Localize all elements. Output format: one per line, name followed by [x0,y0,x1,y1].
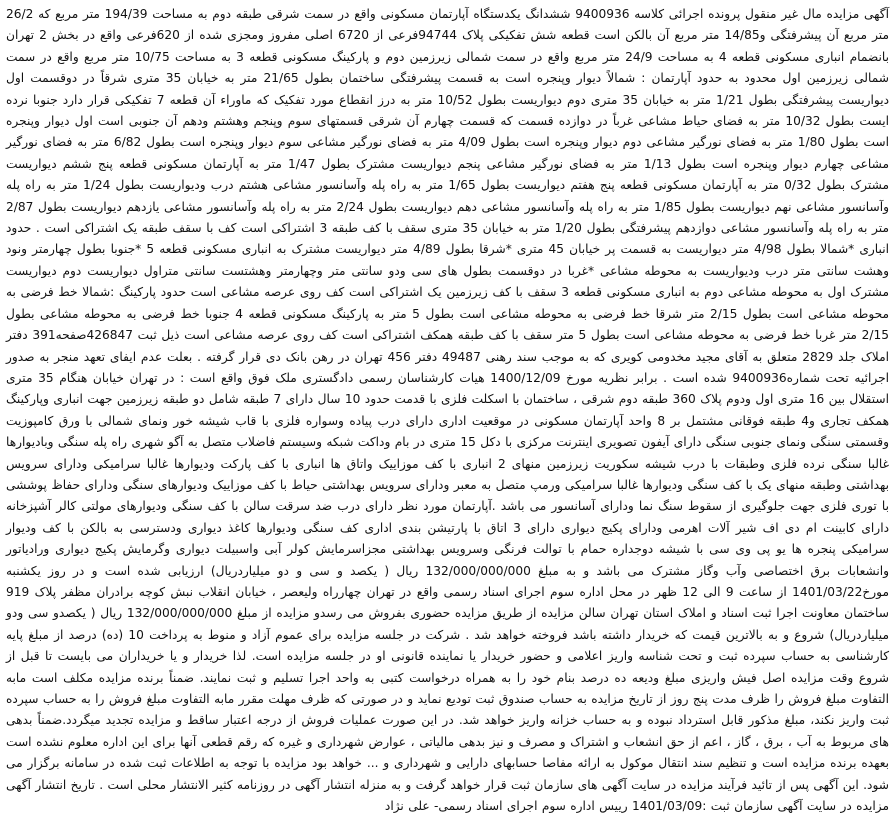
auction-notice-body: آگهی مزایده مال غیر منقول پرونده اجرائی کلاسه 9400936 ششدانگ یکدستگاه آپارتمان مسکونی واقع در سمت شرقی طبقه دوم به مساحت 194/39 متر مربع که 26/2 متر مربع آن پیشرفتگی و14/85 متر مربع آن بالکن است قطعه شش تفکیکی پلاک 94744فرعی از 6720 اصلی مفروز ومجزی شده از 620فرعی واقع در بخش 2 تهران بانضمام انباری مسکونی قطعه 4 به مساحت 24/9 متر مربع واقع در سمت شمالی زیرزمین دوم و پارکینگ مسکونی قطعه 3 به مساحت 10/75 متر مربع واقع در سمت شمالی زیرزمین اول محدود به حدود آپارتمان : شمالاً دیوار وپنجره است به قسمت پیشرفتگی ساختمان بطول 21/65 متر به خیابان 35 متری شرقاً در دوقسمت اول دیواریست پیشرفتگی بطول 1/21 متر به خیابان 35 متری دوم دیواریست بطول 10/52 متر به درز انقطاع مورد تفکیک که ماوراء آن قطعه 7 تفکیکی قرار دارد جنوبا نرده ایست بطول 10/32 متر به فضای حیاط مشاعی غرباً در دوازده قسمت که قسمت چهارم آن شرقی قسمتهای سوم وپنجم وهشتم ودهم آن جنوبی است اول دیوار وپنجره است بطول 1/80 متر به فضای نورگیر مشاعی دوم دیوار وپنجره است بطول 4/09 متر به فضای نورگیر مشاعی سوم دیوار وپنجره است بطول 6/82 متر به فضای نورگیر مشاعی چهارم دیوار وپنجره است بطول 1/13 متر به فضای نورگیر مشاعی پنجم دیواریست مشترک بطول 1/47 متر به آپارتمان مسکونی قطعه پنج ششم دیواریست مشترک بطول 0/32 متر به آپارتمان مسکونی قطعه پنج هفتم دیواریست بطول 1/65 متر به راه پله وآسانسور مشاعی هشتم درب ودیواریست بطول 1/24 متر به راه پله وآسانسور مشاعی نهم دیواریست بطول 1/85 متر به راه پله وآسانسور مشاعی دهم دیواریست بطول 2/24 متر به راه پله وآسانسور مشاعی یازدهم دیواریست بطول 2/87 متر به راه پله وآسانسور مشاعی دوازدهم پیشرفتگی بطول 1/20 متر به خیابان 35 متری سقف با کف طبقه 3 اشتراکی است کف با سقف طبقه یک اشتراکی است . حدود انباری *شمالا بطول 4/98 متر دیواریست به قسمت پر خیابان 45 متری *شرقا بطول 4/89 متر دیواریست مشترک به انباری مسکونی قطعه 5 *جنوبا بطول چهارمتر ونود وهشت سانتی متر درب ودیواریست به محوطه مشاعی *غربا در دوقسمت بطول های سی ودو سانتی متر وچهارمتر وهشتست سانتی متراول دیواریست دوم دیواریست مشترک اول به محوطه مشاعی دوم به انباری مسکونی قطعه 3 سقف با کف زیرزمین یک اشتراکی است کف روی عرصه مشاعی است حدود پارکینگ :شمالا خط فرضی به محوطه مشاعی است بطول 2/15 متر شرقا خط فرضی به محوطه مشاعی است بطول 5 متر به پارکینگ مسکونی قطعه 4 جنوبا خط فرضی به محوطه مشاعی بطول 2/15 متر غربا خط فرضی به محوطه مشاعی است بطول 5 متر سقف با کف طبقه همکف اشتراکی است کف روی عرصه مشاعی است ذیل ثبت 426847صفحه391 دفتر املاک جلد 2829 متعلق به آقای مجید مخدومی کویری که به موجب سند رهنی 49487 دفتر 456 تهران در رهن بانک دی قرار گرفته . بعلت عدم ایفای تعهد منجر به صدور اجرائیه تحت شماره9400936 شده است . برابر نظریه مورخ 1400/12/09 هیات کارشناسان رسمی دادگستری ملک فوق واقع است : در تهران خیابان هنگام 35 متری استقلال بین 16 متری اول ودوم پلاک 360 طبقه دوم شرقی ، ساختمان با اسکلت فلزی با قدمت حدود 10 سال دارای 7 طبقه شامل دو طبقه زیرزمین جهت انباری وپارکینگ همکف تجاری و4 طبقه فوقانی مشتمل بر 8 واحد آپارتمان مسکونی در موقعیت اداری دارای درب پیاده وسواره فلزی با قاب شیشه خور ونمای شمالی با ورق کامپوزیت وقسمتی سنگی ونمای جنوبی سنگی دارای آیفون تصویری اینترنت مرکزی با دکل 15 متری در بام وداکت شبکه وسیستم فاضلاب متصل به آگو شهری راه پله سنگی وبادیوارها غالبا سنگی نرده فلزی وطبقات با درب شیشه سکوریت زیرزمین منهای 2 انباری با کف موزاییک واتاق ها انباری با کف پارکت ودیوارها غالبا سرامیکی ودارای سرویس بهداشتی وطبقه منهای یک با کف سنگی ودیوارها غالبا سرامیکی ورمپ متصل به معبر ودارای سرویس بهداشتی حیاط با کف موزاییک ودیوارهای سنگی ودارای حفاظ پوششی با توری فلزی جهت جلوگیری از سقوط سنگ نما ودارای آسانسور می باشد .آپارتمان مورد نظر دارای درب ضد سرقت سالن با کف سنگی ودیوارهای مولتی کالر آشپزخانه دارای کابینت ام دی اف شیر آلات اهرمی ودارای پکیج دیواری دارای 3 اتاق با پارتیشن بندی اداری کف سنگی ودیوارها کاغذ دیواری ودسترسی به بالکن با کف ودیوار سرامیکی پنجره ها یو پی وی سی با شیشه دوجداره حمام با توالت فرنگی وسرویس بهداشتی مجزاسرمایش کولر آبی واسبیلت دیواری وگرمایش پکیج دیواری ورادیاتور وانشعابات برق اختصاصی وآب وگاز مشترک می باشد و به مبلغ 132/000/000/000 ریال ( یکصد و سی و دو میلیاردریال) ارزیابی شده است و در روز یکشنبه مورخ1401/03/22 از ساعت 9 الی 12 ظهر در محل اداره سوم اجرای اسناد رسمی واقع در تهران چهارراه ولیعصر ، خیابان انقلاب نبش کوچه برادران مظفر پلاک 919 ساختمان معاونت اجرا ثبت اسناد و املاک استان تهران سالن مزایده از طریق مزایده حضوری بفروش می رسدو مزایده از مبلغ 132/000/000/000 ریال ( یکصدو سی ودو میلیاردریال) شروع و به بالاترین قیمت که خریدار داشته باشد فروخته خواهد شد . شرکت در جلسه مزایده برای عموم آزاد و منوط به پرداخت 10 (ده) درصد از مبلغ پایه کارشناسی به حساب سپرده ثبت و تحت شناسه واریز اعلامی و حضور خریدار یا نماینده قانونی او در جلسه مزایده است. لذا خریدار و یا خریداران می بایست تا قبل از شروع وقت مزایده اصل فیش واریزی مبلغ ودیعه ده درصد بنام خود را به همراه درخواست کتبی به واحد اجرا تسلیم و ثبت نمایند. ضمناً برنده مزایده مکلف است مابه التفاوت مبلغ فروش را ظرف مدت پنج روز از تاریخ مزایده به حساب صندوق ثبت تودیع نماید و در صورتی که ظرف مهلت مقرر مابه التفاوت مبلغ فروش را به حساب سپرده ثبت واریز نکند، مبلغ مذکور قابل استرداد نبوده و به حساب خزانه واریز خواهد شد. در این صورت عملیات فروش از درجه اعتبار ساقط و مزایده تجدید میگردد.ضمناً بدهی های مربوط به آب ، برق ، گاز ، اعم از حق انشعاب و اشتراک و مصرف و نیز بدهی مالیاتی ، عوارض شهرداری و غیره که رقم قطعی آنها برای این اداره معلوم نشده است بعهده برنده مزایده است و تنظیم سند انتقال موکول به ارائه مفاصا حسابهای دارایی و شهرداری و ... خواهد بود مزایده با توجه به اطلاعات ثبت شده در سامانه برگزار می شود. این آگهی پس از تائید فرآیند مزایده در سایت آگهی های سازمان ثبت قرار خواهد گرفت و به منزله انتشار آگهی در روزنامه کثیر الانتشار محلی است . تاریخ انتشار آگهی مزایده در سایت آگهی سازمان ثبت :1401/03/09 رییس اداره سوم اجرای اسناد رسمی- علی نژاد [6,7,890,814]
